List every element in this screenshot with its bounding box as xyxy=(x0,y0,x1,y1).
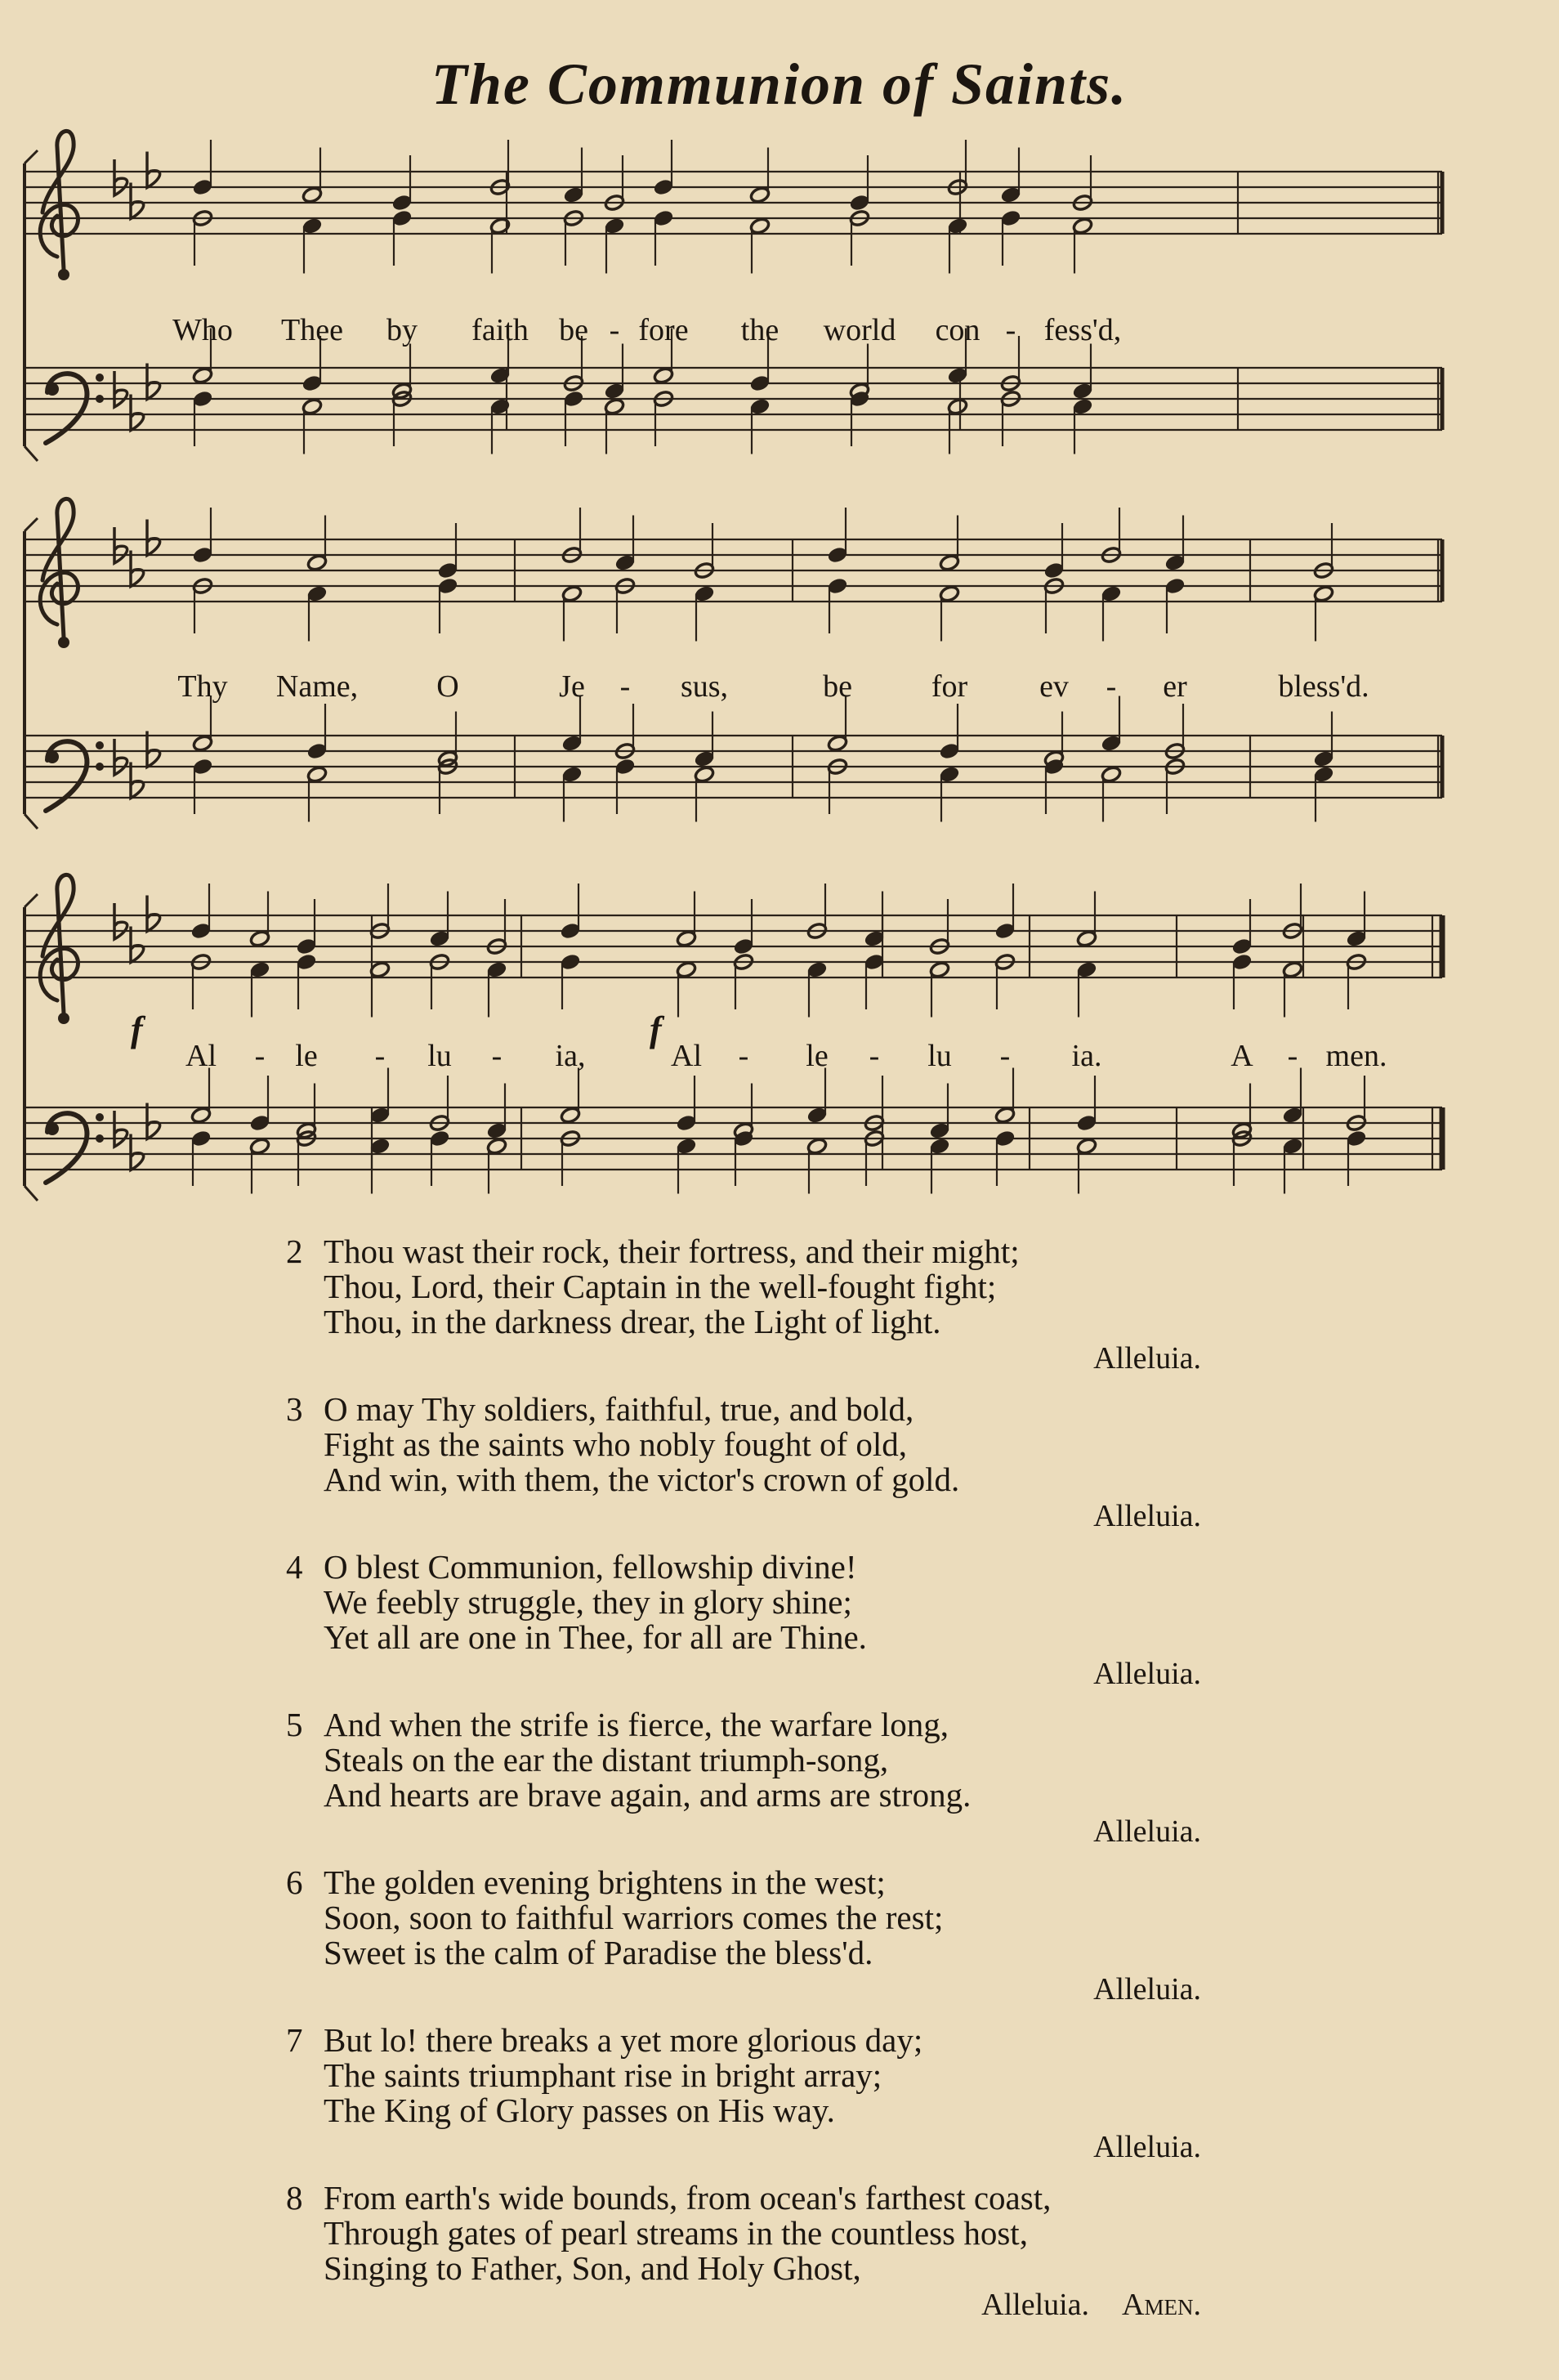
lyric-syllable: fess'd, xyxy=(1043,313,1122,347)
system-1-bass-clef-dot-lower xyxy=(96,395,104,403)
verse-number: 4 xyxy=(286,1548,303,1586)
system-3-bass-flat-1 xyxy=(114,1111,127,1147)
verse-line-text: But lo! there breaks a yet more glorious day; xyxy=(324,2021,923,2059)
lyric-syllable: O xyxy=(436,669,459,704)
lyric-syllable: Thy xyxy=(177,669,228,704)
lyric-syllable: by xyxy=(386,313,418,347)
verse-line xyxy=(286,2181,1201,2216)
verse-line xyxy=(286,1392,1201,1427)
system-2-bass-clef-dot-lower xyxy=(96,763,104,771)
verse-line xyxy=(286,1620,1201,1655)
verse-line xyxy=(286,1585,1201,1620)
system-2-treble-flat-3 xyxy=(147,520,160,556)
system-2-treble-clef-dot xyxy=(58,637,69,648)
system-3-bass-clef-dot-lower xyxy=(96,1134,104,1143)
verse-line xyxy=(286,2251,1201,2286)
amen-text: Amen. xyxy=(1122,2288,1201,2322)
system-1-treble-clef-dot xyxy=(58,269,69,280)
verse-line xyxy=(286,1778,1201,1813)
lyric-syllable: Who xyxy=(172,313,233,347)
lyric-syllable: Al xyxy=(671,1039,702,1073)
verse-number: 5 xyxy=(286,1706,303,1743)
lyric-syllable: - xyxy=(491,1039,503,1073)
verse-line-text: Yet all are one in Thee, for all are Thine. xyxy=(324,1618,867,1656)
verse-2 xyxy=(286,1234,1201,1377)
verse-line xyxy=(286,1707,1201,1742)
verse-line xyxy=(286,1742,1201,1778)
verse-line xyxy=(286,1427,1201,1462)
refrain-text: Alleluia. xyxy=(1093,2130,1201,2164)
system-1-brace-head xyxy=(25,150,38,163)
verse-line xyxy=(286,1865,1201,1900)
system-1-brace-tail xyxy=(25,446,38,461)
system-2-bass-flat-1 xyxy=(114,739,127,775)
lyric-syllable: - xyxy=(869,1039,880,1073)
verse-4 xyxy=(286,1550,1201,1693)
verse-line-text: Fight as the saints who nobly fought of old, xyxy=(324,1425,908,1463)
verse-line-text: Sweet is the calm of Paradise the bless'd. xyxy=(324,1934,873,1971)
verse-refrain xyxy=(286,1497,1201,1535)
system-2-brace-tail xyxy=(25,814,38,829)
verse-line xyxy=(286,1550,1201,1585)
lyric-syllable: le xyxy=(295,1039,318,1073)
lyric-syllable: con xyxy=(935,313,981,347)
lyric-syllable: bless'd. xyxy=(1278,669,1369,704)
refrain-text: Alleluia. xyxy=(981,2288,1090,2322)
verse-line xyxy=(286,1269,1201,1304)
lyric-syllable: be xyxy=(559,313,588,347)
lyric-syllable: - xyxy=(999,1039,1011,1073)
system-1-treble-flat-1 xyxy=(114,159,127,195)
lyric-syllable: fore xyxy=(638,313,689,347)
system-2-bass-clef-dot xyxy=(46,750,59,763)
lyric-syllable: ev xyxy=(1039,669,1069,704)
refrain-text: Alleluia. xyxy=(1093,1972,1201,2006)
verse-line-text: Singing to Father, Son, and Holy Ghost, xyxy=(324,2249,861,2287)
lyric-syllable: A xyxy=(1231,1039,1253,1073)
verse-line-text: Through gates of pearl streams in the countless host, xyxy=(324,2214,1028,2252)
page-title: The Communion of Saints. xyxy=(431,51,1128,117)
verse-line-text: The saints triumphant rise in bright array; xyxy=(324,2056,882,2094)
verse-line xyxy=(286,2093,1201,2128)
lyric-syllable: the xyxy=(740,313,780,347)
system-2-brace-head xyxy=(25,518,38,531)
lyric-syllable: - xyxy=(1287,1039,1298,1073)
verse-7 xyxy=(286,2023,1201,2166)
lyric-syllable: Thee xyxy=(281,313,343,347)
lyric-syllable: - xyxy=(1005,313,1016,347)
lyric-syllable: sus, xyxy=(680,669,729,704)
system-2-treble-flat-1 xyxy=(114,527,127,563)
verse-line xyxy=(286,1304,1201,1340)
verse-line-text: From earth's wide bounds, from ocean's farthest coast, xyxy=(324,2179,1052,2217)
verse-line xyxy=(286,1935,1201,1971)
lyric-syllable: er xyxy=(1163,669,1187,704)
verse-refrain xyxy=(286,1971,1201,2008)
verse-line-text: And hearts are brave again, and arms are strong. xyxy=(324,1776,972,1814)
system-3-bass-clef-dot xyxy=(46,1122,59,1135)
refrain-text: Alleluia. xyxy=(1093,1499,1201,1533)
verse-line xyxy=(286,1462,1201,1497)
verse-line-text: And when the strife is fierce, the warfare long, xyxy=(324,1706,949,1743)
lyric-syllable: - xyxy=(609,313,620,347)
verse-6 xyxy=(286,1865,1201,2008)
lyric-syllable: - xyxy=(619,669,631,704)
lyric-syllable: - xyxy=(1106,669,1117,704)
system-1-bass-clef-dot xyxy=(46,382,59,396)
verse-line xyxy=(286,1234,1201,1269)
system-1-treble-flat-3 xyxy=(147,152,160,188)
verse-line-text: The King of Glory passes on His way. xyxy=(324,2091,835,2129)
lyric-syllable: Al xyxy=(185,1039,217,1073)
system-1-treble-flat-2 xyxy=(131,183,144,219)
verse-line-text: Thou, Lord, their Captain in the well-fought fight; xyxy=(324,1268,997,1305)
verse-3 xyxy=(286,1392,1201,1535)
verse-line xyxy=(286,1900,1201,1935)
refrain-text: Alleluia. xyxy=(1093,1657,1201,1691)
refrain-text: Alleluia. xyxy=(1093,1341,1201,1376)
system-3-treble-clef-dot xyxy=(58,1013,69,1024)
verse-line-text: Soon, soon to faithful warriors comes the rest; xyxy=(324,1899,944,1936)
lyric-syllable: - xyxy=(738,1039,749,1073)
verse-refrain xyxy=(286,1655,1201,1693)
lyric-syllable: Je xyxy=(559,669,585,704)
lyric-syllable: lu xyxy=(927,1039,952,1073)
system-1-treble-clef xyxy=(40,131,78,270)
lyric-syllable: le xyxy=(806,1039,829,1073)
verse-number: 8 xyxy=(286,2179,303,2217)
verse-refrain xyxy=(286,2128,1201,2166)
verse-line-text: Thou, in the darkness drear, the Light of light. xyxy=(324,1303,941,1340)
verse-number: 3 xyxy=(286,1390,303,1428)
system-3-treble-flat-1 xyxy=(114,903,127,939)
verse-line xyxy=(286,2023,1201,2058)
system-3-brace-head xyxy=(25,894,38,907)
verse-line xyxy=(286,2216,1201,2251)
system-3-treble-clef xyxy=(40,875,78,1013)
verse-refrain xyxy=(286,1813,1201,1850)
refrain-text: Alleluia. xyxy=(1093,1814,1201,1849)
lyric-syllable: for xyxy=(931,669,968,704)
verse-refrain xyxy=(286,1340,1201,1377)
verse-line-text: O may Thy soldiers, faithful, true, and bold, xyxy=(324,1390,914,1428)
lyric-syllable: be xyxy=(823,669,852,704)
verse-line-text: Thou wast their rock, their fortress, and their might; xyxy=(324,1232,1020,1270)
lyric-syllable: world xyxy=(823,313,896,347)
lyric-syllable: faith xyxy=(471,313,529,347)
verse-number: 2 xyxy=(286,1232,303,1270)
system-2-bass-clef-dot-upper xyxy=(96,741,104,749)
lyric-syllable: - xyxy=(254,1039,266,1073)
lyric-syllable: men. xyxy=(1325,1039,1387,1073)
system-3-bass-clef-dot-upper xyxy=(96,1113,104,1121)
lyric-syllable: - xyxy=(374,1039,386,1073)
verse-refrain xyxy=(286,2286,1201,2324)
dynamic-marking: f xyxy=(650,1009,662,1049)
verse-number: 7 xyxy=(286,2021,303,2059)
lyric-syllable: ia. xyxy=(1071,1039,1102,1073)
lyric-syllable: ia, xyxy=(555,1039,586,1073)
verse-number: 6 xyxy=(286,1863,303,1901)
verse-8 xyxy=(286,2181,1201,2324)
lyric-syllable: lu xyxy=(427,1039,452,1073)
verse-5 xyxy=(286,1707,1201,1850)
verse-line-text: And win, with them, the victor's crown of gold. xyxy=(324,1461,960,1498)
verse-line-text: The golden evening brightens in the west; xyxy=(324,1863,886,1901)
system-3-treble-flat-3 xyxy=(147,896,160,932)
system-1-bass-flat-1 xyxy=(114,371,127,407)
dynamic-marking: f xyxy=(131,1009,143,1049)
verse-line xyxy=(286,2058,1201,2093)
system-2-treble-clef xyxy=(40,499,78,638)
verse-line-text: O blest Communion, fellowship divine! xyxy=(324,1548,857,1586)
system-3-brace-tail xyxy=(25,1186,38,1201)
lyric-syllable: Name, xyxy=(275,669,359,704)
verse-line-text: We feebly struggle, they in glory shine; xyxy=(324,1583,852,1621)
verse-line-text: Steals on the ear the distant triumph-song, xyxy=(324,1741,889,1778)
system-1-bass-clef-dot-upper xyxy=(96,374,104,382)
